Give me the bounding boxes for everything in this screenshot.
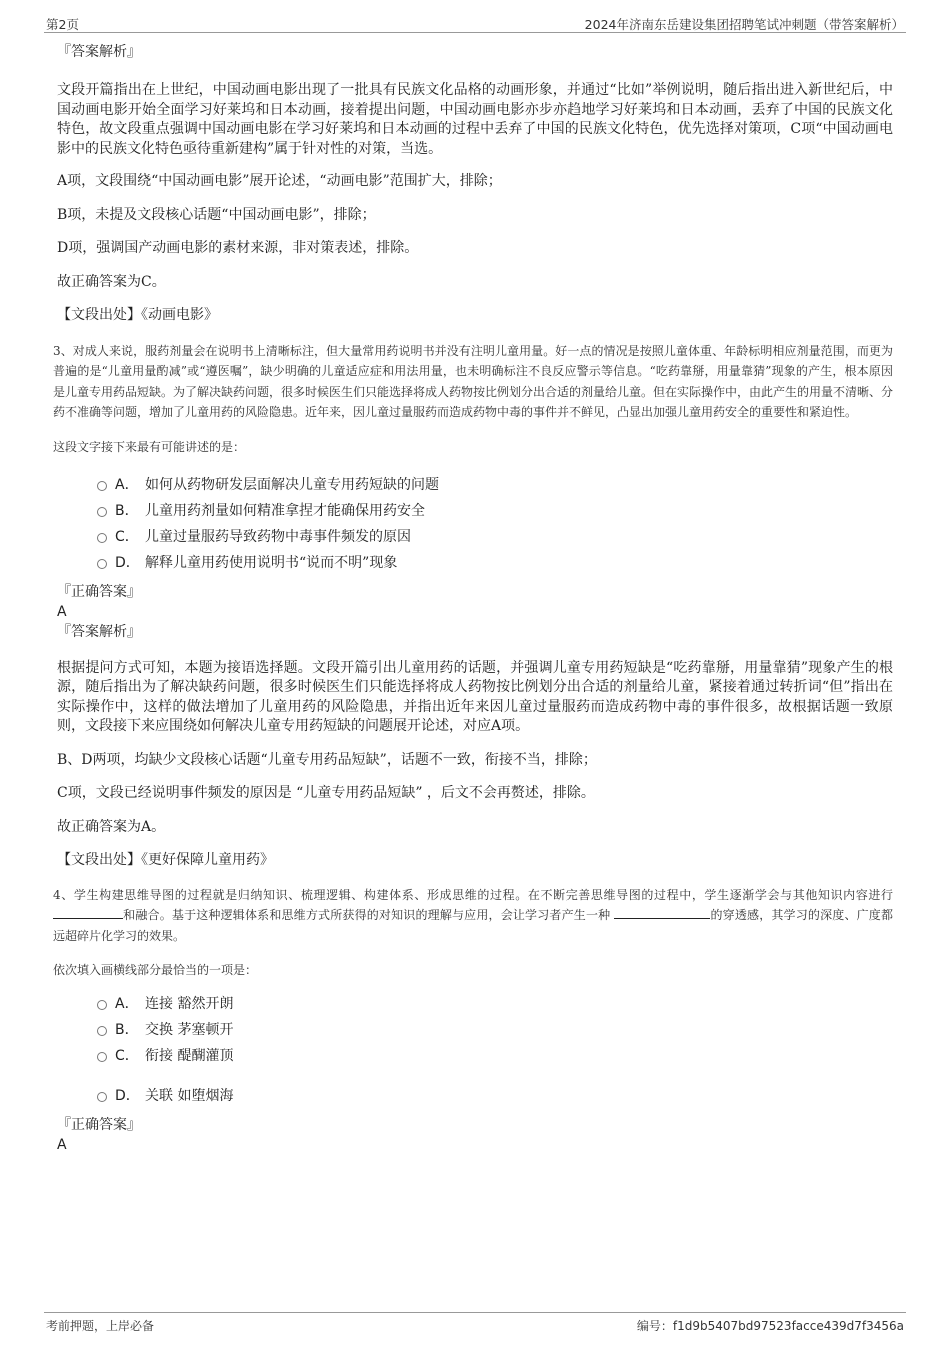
q3-source: 【文段出处】《更好保障儿童用药》 (57, 852, 274, 868)
q3-conclusion: 故正确答案为A。 (57, 818, 166, 835)
q2-source: 【文段出处】《动画电影》 (57, 307, 218, 323)
document-title: 2024年济南东岳建设集团招聘笔试冲刺题（带答案解析） (584, 17, 904, 32)
footer-slogan: 考前押题，上岸必备 (46, 1319, 155, 1333)
q3-option-b[interactable]: B． 儿童用药剂量如何精准拿捏才能确保用药安全 (97, 498, 893, 524)
q2-analysis-text: 文段开篇指出在上世纪，中国动画电影出现了一批具有民族文化品格的动画形象，并通过“比如”举例说明，随后指出进入新世纪后，中国动画电影开始全面学习好莱坞和日本动画，接着提出问题，中国动画电影亦步亦趋地学习好莱坞和日本动画，丢弃了中国的民族文化特色，故文段重点强调中国动画电影在学习好莱坞和日本动画的过程中丢弃了中国的民族文化特色，优先选择对策项，C项“中国动画电影中的民族文化特色亟待重新建构”属于针对性的对策，当选。 (57, 82, 893, 157)
q3-options (97, 472, 893, 576)
q4-stem: 4、学生构建思维导图的过程就是归纳知识、梳理逻辑、构建体系、形成思维的过程。在不断完善思维导图的过程中，学生逐渐学会与其他知识内容进行 和融合。基于这种逻辑体系和思维方式所获得的对知识的理解与应用，会让学习者产生一种 的穿透感，其学习的深度、广度都远超碎片化学习的效果。 (53, 887, 893, 943)
radio-icon[interactable] (97, 1052, 107, 1062)
q3-answer-label: 『正确答案』 (57, 583, 141, 600)
q4-answer: A (57, 1137, 67, 1153)
page-content (53, 42, 894, 1155)
q3-analysis-text: 根据提问方式可知，本题为接语选择题。文段开篇引出儿童用药的话题，并强调儿童专用药短缺是“吃药靠掰，用量靠猜”现象产生的根源，随后指出为了解决缺药问题，很多时候医生们只能选择将成人药物按比例划分出合适的剂量给儿童，紧接着通过转折词“但”指出在实际操作中，这样的做法增加了儿童用药的风险隐患，并指出近年来因儿童过量服药而造成药物中毒的事件很多，故根据话题一致原则，文段接下来应围绕如何解决儿童专用药短缺的问题展开论述，对应A项。 (57, 659, 893, 734)
fill-blank-2 (614, 905, 710, 919)
q3-option-d[interactable]: D． 解释儿童用药使用说明书“说而不明”现象 (97, 550, 893, 576)
radio-icon[interactable] (97, 533, 107, 543)
q2-note-d: D项，强调国产动画电影的素材来源，非对策表述，排除。 (57, 240, 419, 256)
page-number: 第2页 (46, 17, 79, 32)
q2-note-b: B项，未提及文段核心话题“中国动画电影”，排除； (57, 206, 376, 223)
radio-icon[interactable] (97, 1092, 107, 1102)
radio-icon[interactable] (97, 1000, 107, 1010)
radio-icon[interactable] (97, 1026, 107, 1036)
q4-option-b[interactable]: B． 交换 茅塞顿开 (97, 1017, 893, 1043)
q4-question: 依次填入画横线部分最恰当的一项是： (53, 963, 258, 977)
q4-option-d[interactable]: D． 关联 如堕烟海 (97, 1083, 893, 1109)
q3-note-bd: B、D两项，均缺少文段核心话题“儿童专用药品短缺”，话题不一致，衔接不当，排除； (57, 751, 597, 768)
page-footer (44, 1312, 906, 1335)
q3-stem: 3、对成人来说，服药剂量会在说明书上清晰标注，但大量常用药说明书并没有注明儿童用量。好一点的情况是按照儿童体重、年龄标明相应剂量范围，而更为普遍的是“儿童用量酌减”或“遵医嘱”，缺少明确的儿童适应症和用法用量，也未明确标注不良反应警示等信息。“吃药靠掰，用量靠猜”现象的产生，根本原因是儿童专用药品短缺。为了解决缺药问题，很多时候医生们只能选择将成人药物按比例划分出合适的剂量给儿童。但在实际操作中，由此产生的用量不清晰、分药不准确等问题，增加了儿童用药的风险隐患。近年来，因儿童过量服药而造成药物中毒的事件并不鲜见，凸显出加强儿童用药安全的重要性和紧迫性。 (53, 343, 894, 419)
fill-blank-1 (53, 905, 123, 919)
document-id: 编号：f1d9b5407bd97523facce439d7f3456a (636, 1319, 904, 1333)
q4-option-a[interactable]: A． 连接 豁然开朗 (97, 991, 893, 1017)
q3-option-a[interactable]: A． 如何从药物研发层面解决儿童专用药短缺的问题 (97, 472, 893, 498)
q3-option-c[interactable]: C． 儿童过量服药导致药物中毒事件频发的原因 (97, 524, 893, 550)
radio-icon[interactable] (97, 559, 107, 569)
q2-conclusion: 故正确答案为C。 (57, 273, 166, 290)
q3-note-c: C项，文段已经说明事件频发的原因是 “儿童专用药品短缺” ，后文不会再赘述，排除。 (57, 785, 595, 801)
q3-answer: A (57, 603, 67, 620)
q4-option-c[interactable]: C． 衔接 醍醐灌顶 (97, 1043, 893, 1069)
q4-answer-label: 『正确答案』 (57, 1117, 141, 1133)
q2-analysis-label: 『答案解析』 (57, 44, 141, 60)
q2-note-a: A项，文段围绕“中国动画电影”展开论述，“动画电影”范围扩大，排除； (57, 173, 502, 189)
q4-options (97, 991, 893, 1109)
q3-analysis-label: 『答案解析』 (57, 623, 141, 640)
radio-icon[interactable] (97, 507, 107, 517)
radio-icon[interactable] (97, 481, 107, 491)
q3-question: 这段文字接下来最有可能讲述的是： (53, 439, 246, 454)
page-header (44, 12, 906, 33)
